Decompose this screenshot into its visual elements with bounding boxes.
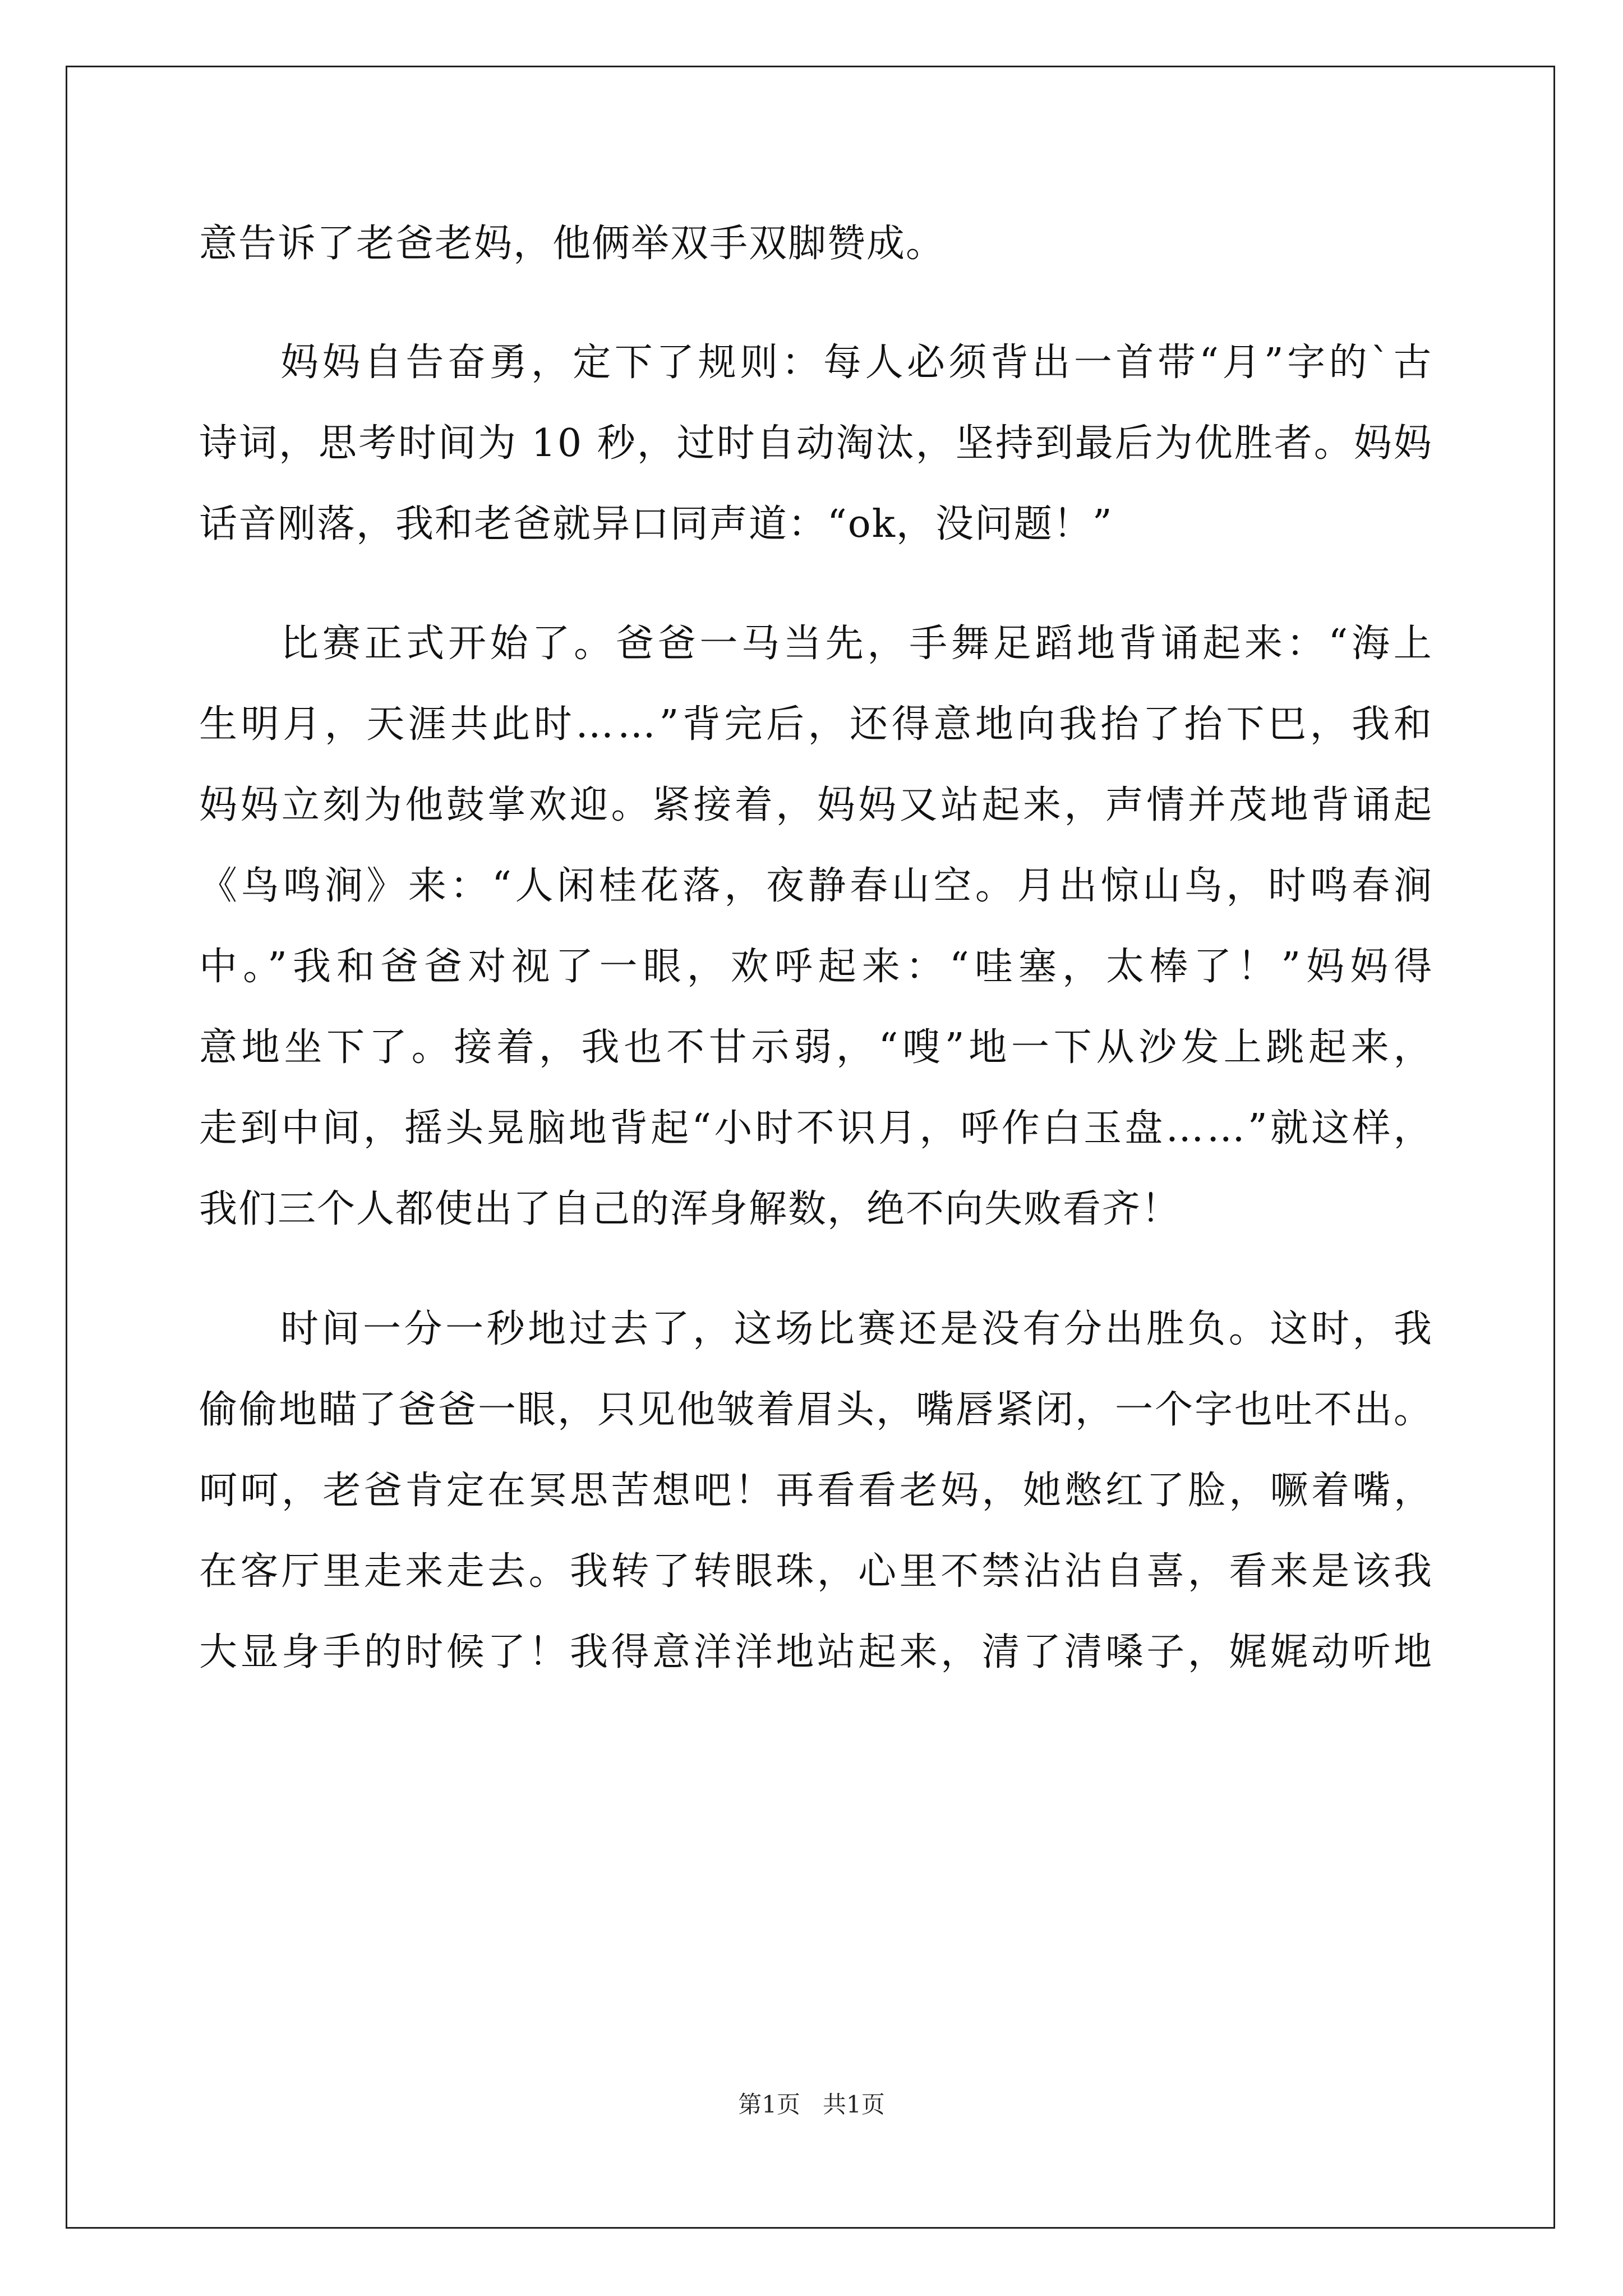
text-line: 意地坐下了。接着，我也不甘示弱，“嗖”地一下从沙发上跳起来，: [199, 1025, 1436, 1070]
text-line: 生明月，天涯共此时……”背完后，还得意地向我抬了抬下巴，我和: [199, 702, 1436, 747]
paragraph-first-line: 妈妈自告奋勇，定下了规则：每人必须背出一首带“月”字的`古: [280, 341, 1435, 385]
text-line: 呵呵，老爸肯定在冥思苦想吧！再看看老妈，她憋红了脸，噘着嘴，: [199, 1469, 1435, 1513]
page-number-footer: 第1页 共1页: [738, 2091, 885, 2118]
paragraph-first-line: 时间一分一秒地过去了，这场比赛还是没有分出胜负。这时，我: [280, 1307, 1435, 1351]
text-line: 大显身手的时候了！我得意洋洋地站起来，清了清嗓子，娓娓动听地: [199, 1630, 1435, 1674]
text-line: 话音刚落，我和老爸就异口同声道：“ok，没问题！”: [199, 502, 1113, 546]
text-line: 诗词，思考时间为 10 秒，过时自动淘汰，坚持到最后为优胜者。妈妈: [199, 421, 1433, 466]
text-line: 在客厅里走来走去。我转了转眼珠，心里不禁沾沾自喜，看来是该我: [199, 1549, 1435, 1594]
text-line: 我们三个人都使出了自己的浑身解数，绝不向失败看齐！: [199, 1187, 1181, 1231]
text-line: 走到中间，摇头晃脑地背起“小时不识月，呼作白玉盘……”就这样，: [199, 1106, 1435, 1151]
text-line: 中。”我和爸爸对视了一眼，欢呼起来：“哇塞，太棒了！”妈妈得: [199, 945, 1438, 989]
text-line: 妈妈立刻为他鼓掌欢迎。紧接着，妈妈又站起来，声情并茂地背诵起: [199, 783, 1435, 827]
text-line: 偷偷地瞄了爸爸一眼，只见他皱着眉头，嘴唇紧闭，一个字也吐不出。: [199, 1388, 1434, 1432]
text-line: 意告诉了老爸老妈，他俩举双手双脚赞成。: [199, 222, 946, 266]
text-line: 《鸟鸣涧》来：“人闲桂花落，夜静春山空。月出惊山鸟，时鸣春涧: [199, 864, 1436, 908]
paragraph-first-line: 比赛正式开始了。爸爸一马当先，手舞足蹈地背诵起来：“海上: [280, 622, 1436, 666]
